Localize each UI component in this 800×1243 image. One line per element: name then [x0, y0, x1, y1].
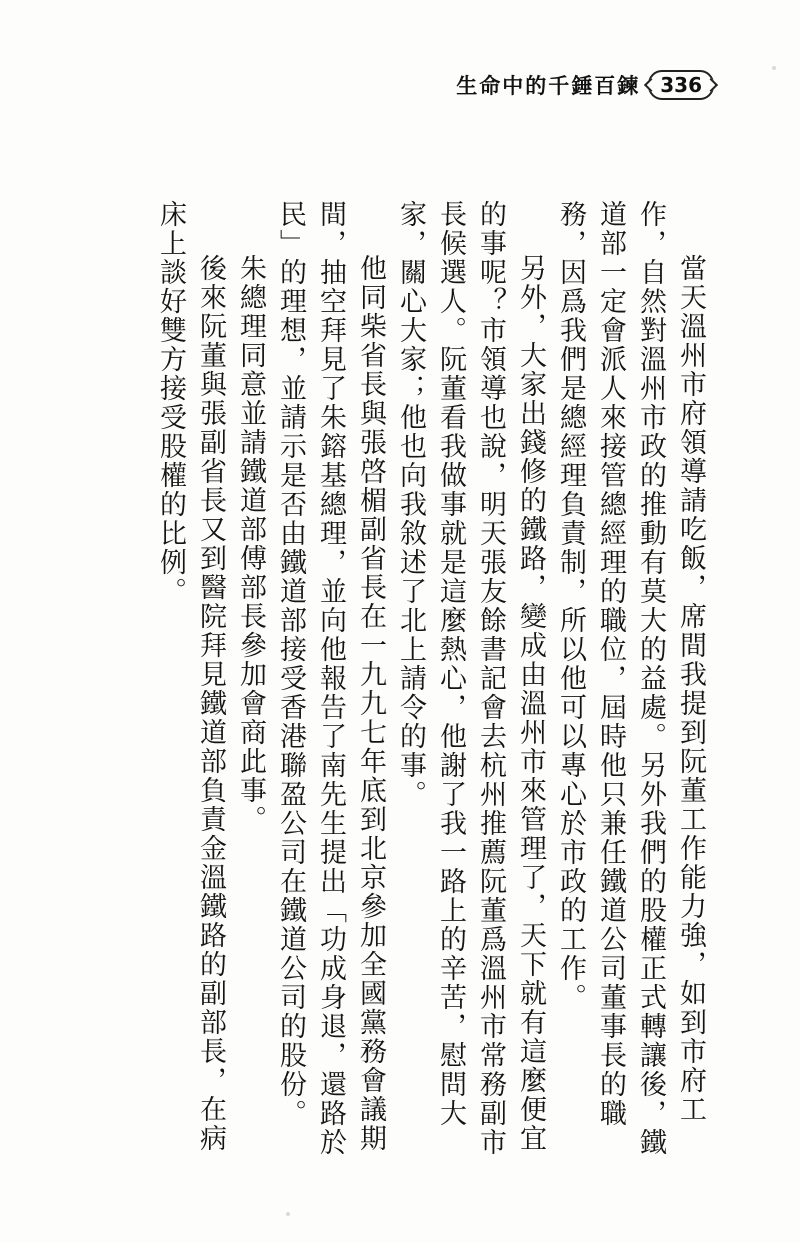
vertical-body-text: [150, 200, 710, 1160]
paragraph-1: 當天溫州市府領導請吃飯，席間我提到阮董工作能力強，如到市府工作，自然對溫州市政的推動有莫大的益處。另外我們的股權正式轉讓後，鐵道部一定會派人來接管總經理的職位，屆時他只兼任鐵道公司董事長的職務，因爲我們是總經理負責制，所以他可以專心於市政的工作。: [555, 200, 706, 1157]
running-header: [456, 70, 714, 100]
book-title: 生命中的千錘百鍊: [456, 73, 641, 98]
scan-speck: [772, 66, 776, 70]
page-number: 336: [660, 73, 702, 97]
page-number-badge: [648, 70, 714, 100]
paragraph-2: 另外，大家出錢修的鐵路，變成由溫州市來管理了，天下就有這麼便宜的事呢？市領導也說，明天張友餘書記會去杭州推薦阮董爲溫州市常務副市長候選人。阮董看我做事就是這麼熱心，他謝了我一路上的辛苦，慰問大家，關心大家；他也向我敘述了北上請令的事。: [395, 200, 546, 1157]
paragraph-5: 後來阮董與張副省長又到醫院拜見鐵道部負責金溫鐵路的副部長，在病床上談好雙方接受股權的比例。: [155, 200, 226, 1153]
scan-speck: [286, 1212, 290, 1216]
paragraph-4: 朱總理同意並請鐵道部傅部長參加會商此事。: [235, 254, 266, 834]
paragraph-3: 他同柴省長與張啓楣副省長在一九九七年底到北京參加全國黨務會議期間，抽空拜見了朱鎔基總理，並向他報告了南先生提出「功成身退，還路於民」的理想，並請示是否由鐵道部接受香港聯盈公司在鐵道公司的股份。: [275, 200, 386, 1157]
